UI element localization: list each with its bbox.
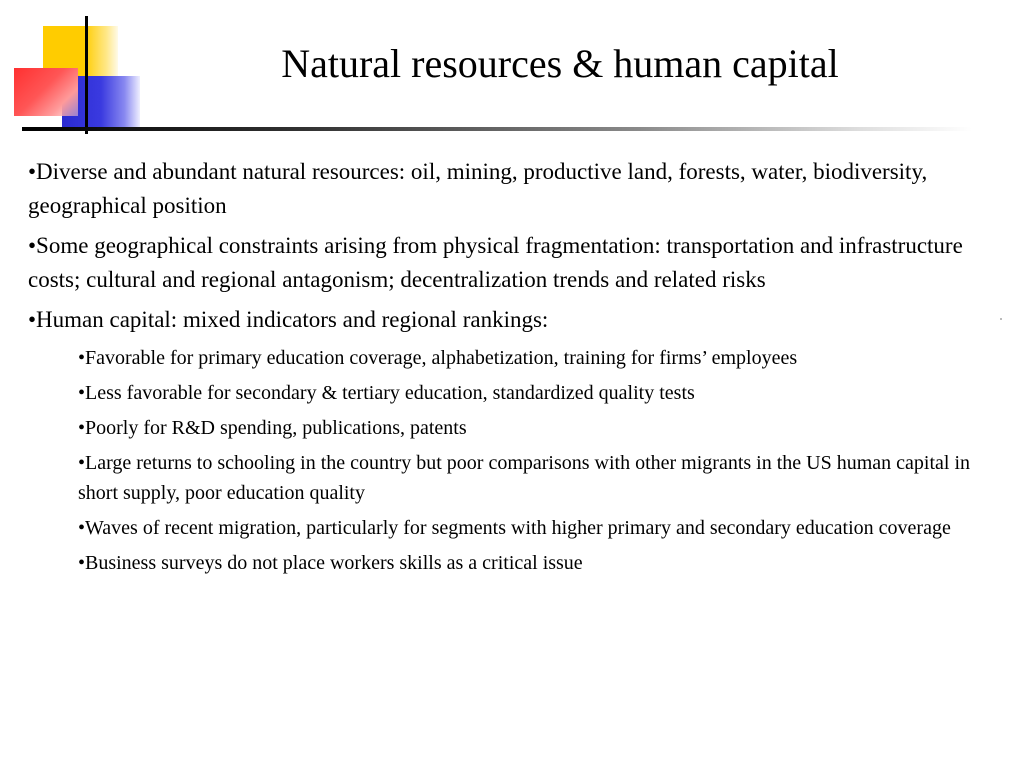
logo-red-square (14, 68, 78, 116)
title-divider (22, 127, 972, 131)
slide-title: Natural resources & human capital (281, 41, 839, 86)
sub-bullet-returns-schooling: •Large returns to schooling in the country but poor comparisons with other migrants in the US human capital in short supply, poor education quality (78, 452, 971, 504)
sub-bullet-less-favorable: •Less favorable for secondary & tertiary education, standardized quality tests (78, 382, 695, 404)
decorative-dot (1000, 318, 1002, 320)
sub-bullet-business-surveys: •Business surveys do not place workers skills as a critical issue (78, 552, 583, 574)
slide-body (28, 155, 983, 583)
bullet-natural-resources: •Diverse and abundant natural resources: oil, mining, productive land, forests, water, biodiversity, geographical position (28, 159, 928, 218)
sub-bullet-poorly: •Poorly for R&D spending, publications, patents (78, 417, 467, 439)
sub-bullet-migration: •Waves of recent migration, particularly for segments with higher primary and secondary education coverage (78, 517, 951, 539)
logo-vertical-line (85, 16, 88, 134)
bullet-geographical-constraints: •Some geographical constraints arising from physical fragmentation: transportation and infrastructure costs; cultural and regional antagonism; decentralization trends and related risks (28, 233, 963, 292)
decorative-logo (0, 0, 150, 140)
bullet-human-capital: •Human capital: mixed indicators and regional rankings: (28, 307, 549, 332)
sub-bullet-favorable: •Favorable for primary education coverage, alphabetization, training for firms’ employees (78, 347, 798, 369)
